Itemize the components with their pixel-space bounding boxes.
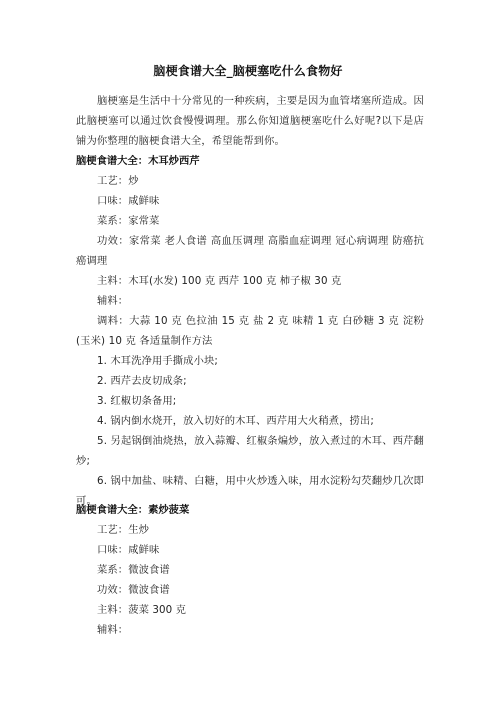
recipe2-heading: 脑梗食谱大全：素炒菠菜	[76, 504, 190, 516]
recipe2-cuisine: 菜系：微波食谱	[97, 564, 170, 576]
recipe1-step2: 2. 西芹去皮切成条;	[97, 375, 187, 387]
recipe1-step5: 5. 另起锅倒油烧热，放入蒜瓣、红椒条煸炒，放入煮过的木耳、西芹翻炒;	[76, 435, 424, 467]
recipe1-cuisine: 菜系：家常菜	[97, 215, 160, 227]
recipe1-step1: 1. 木耳洗净用手撕成小块;	[97, 355, 218, 367]
intro-paragraph: 脑梗塞是生活中十分常见的一种疾病，主要是因为血管堵塞所造成。因此脑梗塞可以通过饮食慢慢调理。那么你知道脑梗塞吃什么好呢?以下是店铺为你整理的脑梗食谱大全，希望能帮到你。	[76, 95, 424, 147]
recipe2-effect: 功效：微波食谱	[97, 584, 170, 596]
recipe1-taste: 口味：咸鲜味	[97, 195, 160, 207]
recipe2-taste: 口味：咸鲜味	[97, 544, 160, 556]
recipe1-main: 主料：木耳(水发) 100 克 西芹 100 克 柿子椒 30 克	[97, 275, 342, 287]
recipe2-aux: 辅料：	[97, 624, 129, 636]
recipe1-craft: 工艺：炒	[97, 175, 139, 187]
recipe1-heading: 脑梗食谱大全：木耳炒西芹	[76, 155, 200, 167]
recipe2-craft: 工艺：生炒	[97, 524, 149, 536]
recipe1-step3: 3. 红椒切条备用;	[97, 395, 177, 407]
recipe1-effect: 功效：家常菜 老人食谱 高血压调理 高脂血症调理 冠心病调理 防癌抗癌调理	[76, 235, 424, 267]
recipe1-step4: 4. 锅内倒水烧开，放入切好的木耳、西芹用大火稍煮，捞出;	[97, 415, 374, 427]
page-title: 脑梗食谱大全_脑梗塞吃什么食物好	[153, 64, 343, 78]
recipe1-step6: 6. 锅中加盐、味精、白糖，用中火炒透入味，用水淀粉勾芡翻炒几次即可。	[76, 475, 424, 507]
recipe1-aux: 辅料：	[97, 295, 129, 307]
recipe2-main: 主料：菠菜 300 克	[97, 604, 187, 616]
recipe1-seasoning: 调料：大蒜 10 克 色拉油 15 克 盐 2 克 味精 1 克 白砂糖 3 克 淀粉(玉米) 10 克 各适量制作方法	[76, 315, 424, 347]
